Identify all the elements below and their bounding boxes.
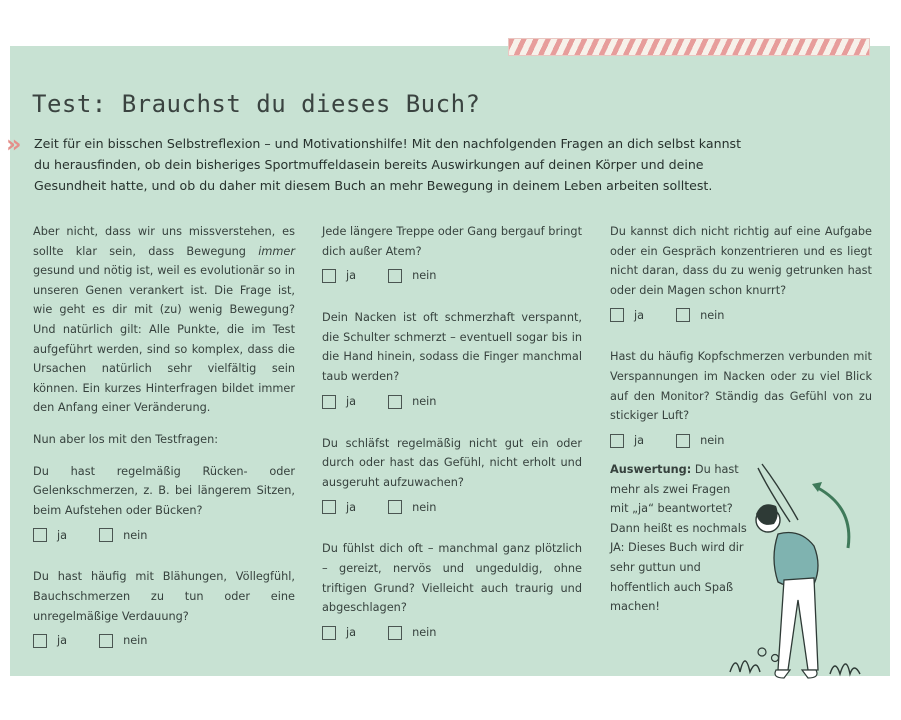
answer-options: [322, 266, 582, 286]
option-nein[interactable]: nein: [388, 498, 436, 518]
option-nein[interactable]: nein: [99, 631, 147, 651]
option-ja[interactable]: ja: [610, 306, 644, 326]
answer-options: [322, 392, 582, 412]
question-text: Hast du häufig Kopfschmerzen verbunden mit Verspannungen im Nacken oder zu viel Blick auf den Monitor? Ständig das Gefühl von zu stickiger Luft?: [610, 350, 872, 423]
checkbox-ja[interactable]: [610, 308, 624, 322]
option-ja[interactable]: ja: [610, 431, 644, 451]
checkbox-ja[interactable]: [322, 626, 336, 640]
option-ja[interactable]: ja: [322, 623, 356, 643]
checkbox-nein[interactable]: [388, 395, 402, 409]
question-text: Dein Nacken ist oft schmerzhaft verspannt, die Schulter schmerzt – eventuell sogar bis in die Hand hinein, sodass die Finger manchmal taub werden?: [322, 311, 582, 383]
checkbox-ja[interactable]: [33, 528, 47, 542]
checkbox-nein[interactable]: [388, 269, 402, 283]
page-title: Test: Brauchst du dieses Buch?: [32, 90, 481, 118]
answer-options: [610, 431, 872, 451]
option-nein[interactable]: nein: [388, 392, 436, 412]
checkbox-ja[interactable]: [322, 500, 336, 514]
checkbox-ja[interactable]: [322, 395, 336, 409]
checkbox-nein[interactable]: [676, 308, 690, 322]
option-ja[interactable]: ja: [322, 266, 356, 286]
question-text: Du schläfst regelmäßig nicht gut ein oder durch oder hast das Gefühl, nicht erholt und ausgeruht aufzuwachen?: [322, 436, 582, 489]
start-note: Nun aber los mit den Testfragen:: [33, 432, 219, 446]
question-text: Du hast häufig mit Blähungen, Völlegfühl, Bauchschmerzen zu tun oder eine unregelmäßige Verdauung?: [33, 570, 295, 623]
checkbox-nein[interactable]: [99, 528, 113, 542]
checkbox-ja[interactable]: [322, 269, 336, 283]
checkbox-nein[interactable]: [99, 634, 113, 648]
question-text: Du kannst dich nicht richtig auf eine Aufgabe oder ein Gespräch konzentrieren und es liegt nicht daran, dass du zu wenig getrunken hast oder dein Magen schon knurrt?: [610, 225, 872, 297]
answer-options: [33, 631, 295, 651]
checkbox-nein[interactable]: [388, 626, 402, 640]
option-ja[interactable]: ja: [33, 631, 67, 651]
answer-options: [33, 525, 295, 545]
column-1: [33, 222, 295, 651]
question-text: Du fühlst dich oft – manchmal ganz plötzlich – gereizt, nervös und ungeduldig, ohne triftigen Grund? Vielleicht auch traurig und abgeschlagen?: [322, 542, 582, 615]
checkbox-ja[interactable]: [33, 634, 47, 648]
decorative-tape: [508, 38, 870, 56]
answer-options: [322, 497, 582, 517]
stretching-woman-illustration: [720, 452, 890, 692]
option-nein[interactable]: nein: [676, 306, 724, 326]
option-nein[interactable]: nein: [99, 526, 147, 546]
intro-paragraph: Aber nicht, dass wir uns missverstehen, es sollte klar sein, dass Bewegung immer gesund und nötig ist, weil es evolutionär so in unseren Genen verankert ist. Die Frage ist, wie geht es dir mit (zu) wenig Bewegung? Und natürlich gilt: Alle Punkte, die im Test aufgeführt werden, sind so komplex, dass die Ursachen natürlich sehr vielfältig sein können. Ein kurzes Hinterfragen bildet immer den Anfang einer Veränderung.: [33, 225, 295, 415]
option-ja[interactable]: ja: [33, 526, 67, 546]
question-text: Du hast regelmäßig Rücken- oder Gelenkschmerzen, z. B. bei längerem Sitzen, beim Aufstehen oder Bücken?: [33, 464, 295, 517]
answer-options: [322, 623, 582, 643]
checkbox-nein[interactable]: [676, 434, 690, 448]
chevron-icon: »: [6, 130, 22, 158]
column-2: [322, 222, 582, 643]
evaluation-label: Auswertung:: [610, 463, 692, 476]
option-nein[interactable]: nein: [388, 623, 436, 643]
question-text: Jede längere Treppe oder Gang bergauf bringt dich außer Atem?: [322, 225, 582, 258]
intro-text: Zeit für ein bisschen Selbstreflexion – und Motivationshilfe! Mit den nachfolgenden Fragen an dich selbst kannst du herausfinden, ob dein bisheriges Sportmuffeldasein bereits Auswirkungen auf deinen Körper und deine Gesundheit hatte, und ob du daher mit diesem Buch an mehr Bewegung in deinem Leben arbeiten solltest.: [34, 136, 742, 193]
emphasis-text: immer: [258, 244, 295, 258]
checkbox-ja[interactable]: [610, 434, 624, 448]
column-3: [610, 222, 872, 614]
evaluation-text: Auswertung: Du hast mehr als zwei Fragen mit „ja“ beantwortet? Dann heißt es nochmals JA: Dieses Buch wird dir sehr guttun und hoffentlich auch Spaß machen!: [610, 463, 747, 614]
option-ja[interactable]: ja: [322, 498, 356, 518]
checkbox-nein[interactable]: [388, 500, 402, 514]
option-nein[interactable]: nein: [676, 431, 724, 451]
option-nein[interactable]: nein: [388, 266, 436, 286]
answer-options: [610, 305, 872, 325]
option-ja[interactable]: ja: [322, 392, 356, 412]
